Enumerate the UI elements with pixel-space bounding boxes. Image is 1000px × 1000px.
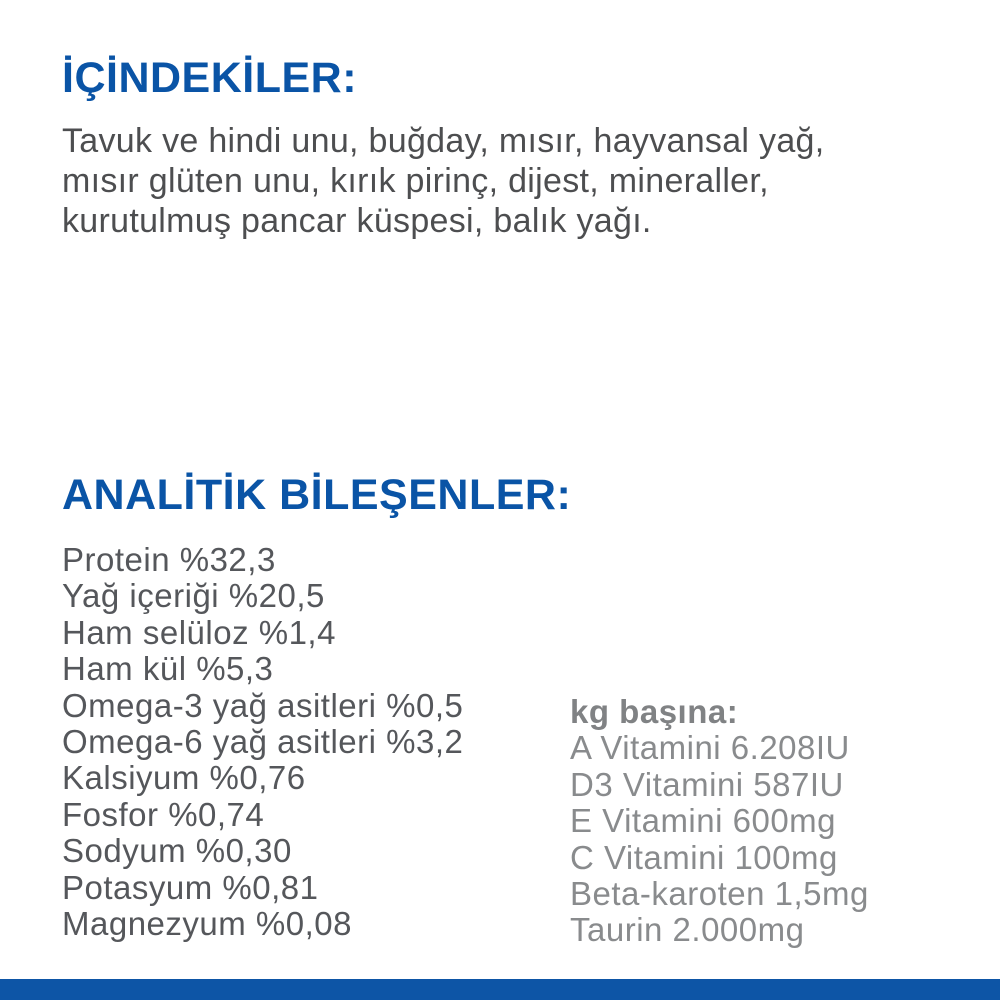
list-item: Potasyum %0,81 <box>62 868 319 906</box>
footer-accent-bar <box>0 979 1000 1000</box>
list-item: Yağ içeriği %20,5 <box>62 577 325 615</box>
list-item: Protein %32,3 <box>62 541 276 578</box>
analytical-components-list <box>62 542 463 942</box>
list-item: Taurin 2.000mg <box>570 911 805 949</box>
list-item: D3 Vitamini 587IU <box>570 765 844 803</box>
list-item: Omega-3 yağ asitleri %0,5 <box>62 686 464 724</box>
list-item: Beta-karoten 1,5mg <box>570 875 869 913</box>
list-item: Kalsiyum %0,76 <box>62 759 306 797</box>
list-item: Ham kül %5,3 <box>62 650 274 688</box>
list-item: C Vitamini 100mg <box>570 838 838 876</box>
ingredients-line: mısır glüten unu, kırık pirinç, dijest, mineraller, <box>62 162 769 200</box>
list-item: Omega-6 yağ asitleri %3,2 <box>62 723 464 761</box>
ingredients-heading: İÇİNDEKİLER: <box>62 54 358 102</box>
ingredients-line: Tavuk ve hindi unu, buğday, mısır, hayvansal yağ, <box>62 122 825 160</box>
analytical-components-heading: ANALİTİK BİLEŞENLER: <box>62 471 572 519</box>
list-item: Ham selüloz %1,4 <box>62 613 336 651</box>
list-item: Sodyum %0,30 <box>62 832 292 870</box>
ingredients-line: kurutulmuş pancar küspesi, balık yağı. <box>62 202 652 240</box>
list-item: E Vitamini 600mg <box>570 802 837 840</box>
list-item: A Vitamini 6.208IU <box>570 729 850 767</box>
list-item: Magnezyum %0,08 <box>62 905 352 943</box>
per-kg-vitamins-block <box>570 694 869 949</box>
per-kg-heading: kg başına: <box>570 693 739 730</box>
list-item: Fosfor %0,74 <box>62 795 265 833</box>
ingredients-paragraph <box>62 121 825 241</box>
